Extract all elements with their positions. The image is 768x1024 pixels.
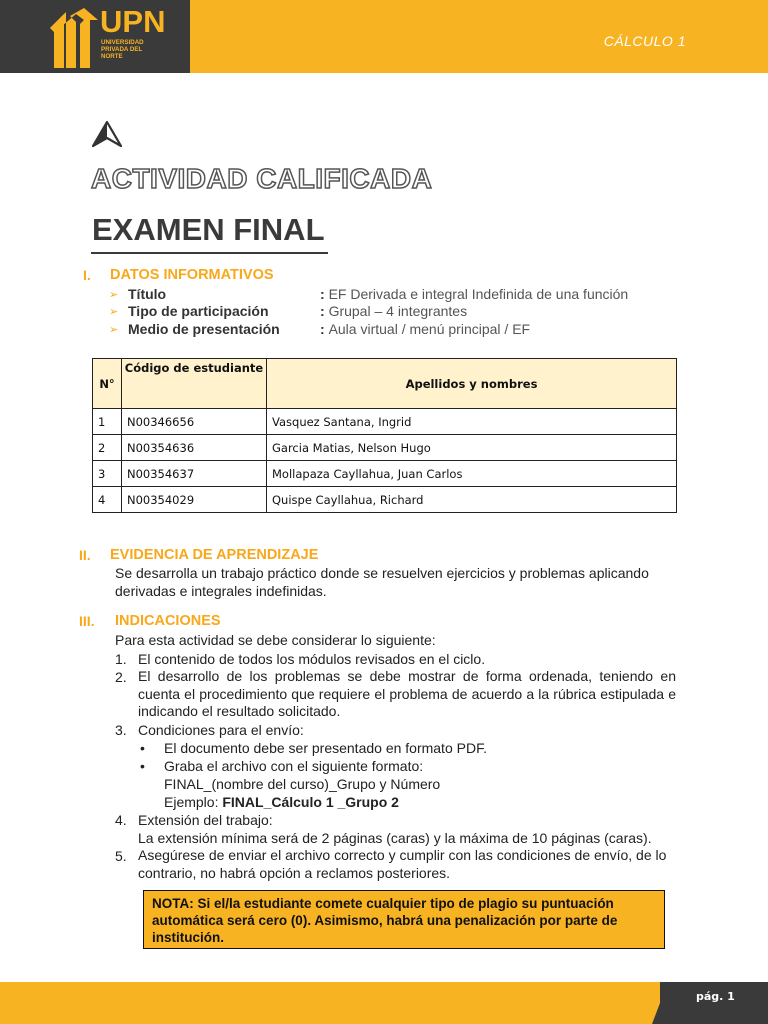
- section-3-number: III.: [79, 613, 95, 629]
- plagiarism-note: NOTA: Si el/la estudiante comete cualquier tipo de plagio su puntuación automática será cero (0). Asimismo, habrá una penalización por parte de institución.: [143, 890, 665, 949]
- list-number: 2.: [115, 669, 127, 685]
- course-title: CÁLCULO 1: [603, 33, 686, 49]
- student-table: [92, 358, 677, 513]
- example-line: Ejemplo: FINAL_Cálculo 1 _Grupo 2: [164, 794, 399, 810]
- logo-wordmark: UPN: [100, 4, 166, 39]
- cell-code: N00354029: [122, 487, 267, 513]
- format-line: FINAL_(nombre del curso)_Grupo y Número: [164, 776, 441, 792]
- table-header-row: [93, 359, 677, 409]
- triangle-bullet-icon: ➢: [109, 324, 119, 336]
- triangle-bullet-icon: ➢: [109, 289, 119, 301]
- list-number: 3.: [115, 722, 127, 738]
- info-value: : Grupal – 4 integrantes: [320, 303, 468, 319]
- section-1-number: I.: [83, 267, 91, 283]
- activity-title: ACTIVIDAD CALIFICADA: [91, 163, 433, 194]
- cell-code: N00354636: [122, 435, 267, 461]
- cell-name: Vasquez Santana, Ingrid: [267, 409, 677, 435]
- section-2-title: EVIDENCIA DE APRENDIZAJE: [110, 547, 319, 563]
- logo-subtext: UNIVERSIDAD PRIVADA DEL NORTE: [101, 39, 144, 60]
- list-item-2: El desarrollo de los problemas se debe mostrar de forma ordenada, teniendo en cuenta el procedimiento que requiere el problema de acuerdo a la rúbrica estipulada e indicando el resultado solicitado.: [138, 668, 676, 719]
- info-value: : Aula virtual / menú principal / EF: [320, 321, 531, 337]
- cell-code: N00354637: [122, 461, 267, 487]
- section-1-title: DATOS INFORMATIVOS: [110, 267, 274, 283]
- list-number: 4.: [115, 812, 127, 828]
- list-item-4: Extensión del trabajo:: [138, 812, 273, 828]
- list-number: 5.: [115, 848, 127, 864]
- page-number: pág. 1: [696, 990, 735, 1003]
- table-row: [93, 409, 677, 435]
- table-row: [93, 435, 677, 461]
- section-3-intro: Para esta actividad se debe considerar lo siguiente:: [115, 632, 436, 648]
- table-row: [93, 487, 677, 513]
- upn-arrow-logo-icon: [46, 6, 102, 68]
- navigation-arrow-icon: [91, 120, 123, 148]
- info-value: : EF Derivada e integral Indefinida de una función: [320, 286, 629, 302]
- bullet-dot-icon: •: [140, 758, 145, 774]
- triangle-bullet-icon: ➢: [109, 306, 119, 318]
- title-underline: [91, 252, 328, 254]
- header-cell-number: N°: [93, 359, 122, 409]
- section-2-number: II.: [79, 547, 91, 563]
- table-row: [93, 461, 677, 487]
- list-number: 1.: [115, 651, 127, 667]
- list-item-5: Asegúrese de enviar el archivo correcto y cumplir con las condiciones de envío, de lo contrario, no habrá opción a reclamos posteriores.: [138, 847, 667, 881]
- cell-number: 1: [93, 409, 122, 435]
- logo-block: [0, 0, 190, 73]
- cell-name: Mollapaza Cayllahua, Juan Carlos: [267, 461, 677, 487]
- cell-name: Quispe Cayllahua, Richard: [267, 487, 677, 513]
- section-3-title: INDICACIONES: [115, 613, 221, 629]
- info-label: Medio de presentación: [128, 321, 280, 337]
- cell-name: Garcia Matias, Nelson Hugo: [267, 435, 677, 461]
- header-cell-code: Código de estudiante: [122, 359, 267, 409]
- list-item-1: El contenido de todos los módulos revisados en el ciclo.: [138, 651, 486, 667]
- exam-title: EXAMEN FINAL: [92, 212, 325, 247]
- cell-number: 2: [93, 435, 122, 461]
- upn-logo: [38, 0, 190, 73]
- list-item-3: Condiciones para el envío:: [138, 722, 304, 738]
- cell-code: N00346656: [122, 409, 267, 435]
- bullet-dot-icon: •: [140, 740, 145, 756]
- bullet-item-2: Graba el archivo con el siguiente formato:: [164, 758, 424, 774]
- footer-page-tab: [660, 982, 768, 1024]
- info-label: Título: [128, 286, 167, 302]
- header-cell-names: Apellidos y nombres: [267, 359, 677, 409]
- cell-number: 3: [93, 461, 122, 487]
- section-2-text: Se desarrolla un trabajo práctico donde se resuelven ejercicios y problemas aplicando derivadas e integrales indefinidas.: [115, 565, 649, 599]
- cell-number: 4: [93, 487, 122, 513]
- list-item-4-detail: La extensión mínima será de 2 páginas (caras) y la máxima de 10 páginas (caras).: [138, 830, 652, 846]
- info-label: Tipo de participación: [128, 303, 269, 319]
- bullet-item-1: El documento debe ser presentado en formato PDF.: [164, 740, 487, 756]
